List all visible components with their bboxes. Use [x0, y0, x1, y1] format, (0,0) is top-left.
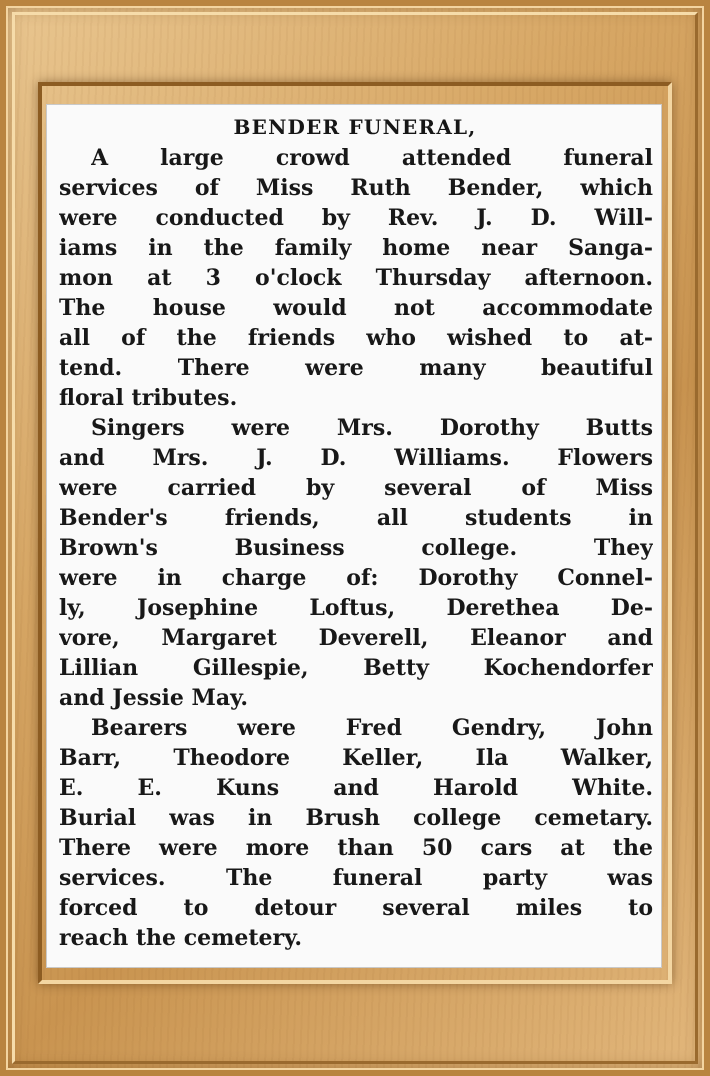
- article-line: mon at 3 o'clock Thursday afternoon.: [59, 265, 653, 291]
- article-line: Lillian Gillespie, Betty Kochendorfer: [59, 655, 653, 681]
- article-line: ly, Josephine Loftus, Derethea De-: [59, 595, 653, 621]
- article-line: Barr, Theodore Keller, Ila Walker,: [59, 745, 653, 771]
- article-line: E. E. Kuns and Harold White.: [59, 775, 653, 801]
- article-line: were in charge of: Dorothy Connel-: [59, 565, 653, 591]
- article-line: tend. There were many beautiful: [59, 355, 653, 381]
- article-line: reach the cemetery.: [59, 925, 303, 951]
- article-line: Bearers were Fred Gendry, John: [91, 715, 653, 741]
- article-line: There were more than 50 cars at the: [59, 835, 653, 861]
- article-line: vore, Margaret Deverell, Eleanor and: [59, 625, 653, 651]
- article-line: services. The funeral party was: [59, 865, 653, 891]
- article-line: floral tributes.: [59, 385, 238, 411]
- article-line: and Jessie May.: [59, 685, 249, 711]
- article-line: The house would not accommodate: [59, 295, 653, 321]
- article-line: services of Miss Ruth Bender, which: [59, 175, 653, 201]
- article-line: were carried by several of Miss: [59, 475, 653, 501]
- article-line: all of the friends who wished to at-: [59, 325, 653, 351]
- article-line: Burial was in Brush college cemetary.: [59, 805, 653, 831]
- article-line: Singers were Mrs. Dorothy Butts: [91, 415, 653, 441]
- article-line: forced to detour several miles to: [59, 895, 653, 921]
- article-line: iams in the family home near Sanga-: [59, 235, 653, 261]
- article-line: Bender's friends, all students in: [59, 505, 653, 531]
- article-line: A large crowd attended funeral: [91, 145, 653, 171]
- article-line: and Mrs. J. D. Williams. Flowers: [59, 445, 653, 471]
- article-headline: BENDER FUNERAL,: [233, 115, 477, 139]
- newspaper-clipping: [46, 104, 662, 968]
- article-line: Brown's Business college. They: [59, 535, 653, 561]
- article-line: were conducted by Rev. J. D. Will-: [59, 205, 653, 231]
